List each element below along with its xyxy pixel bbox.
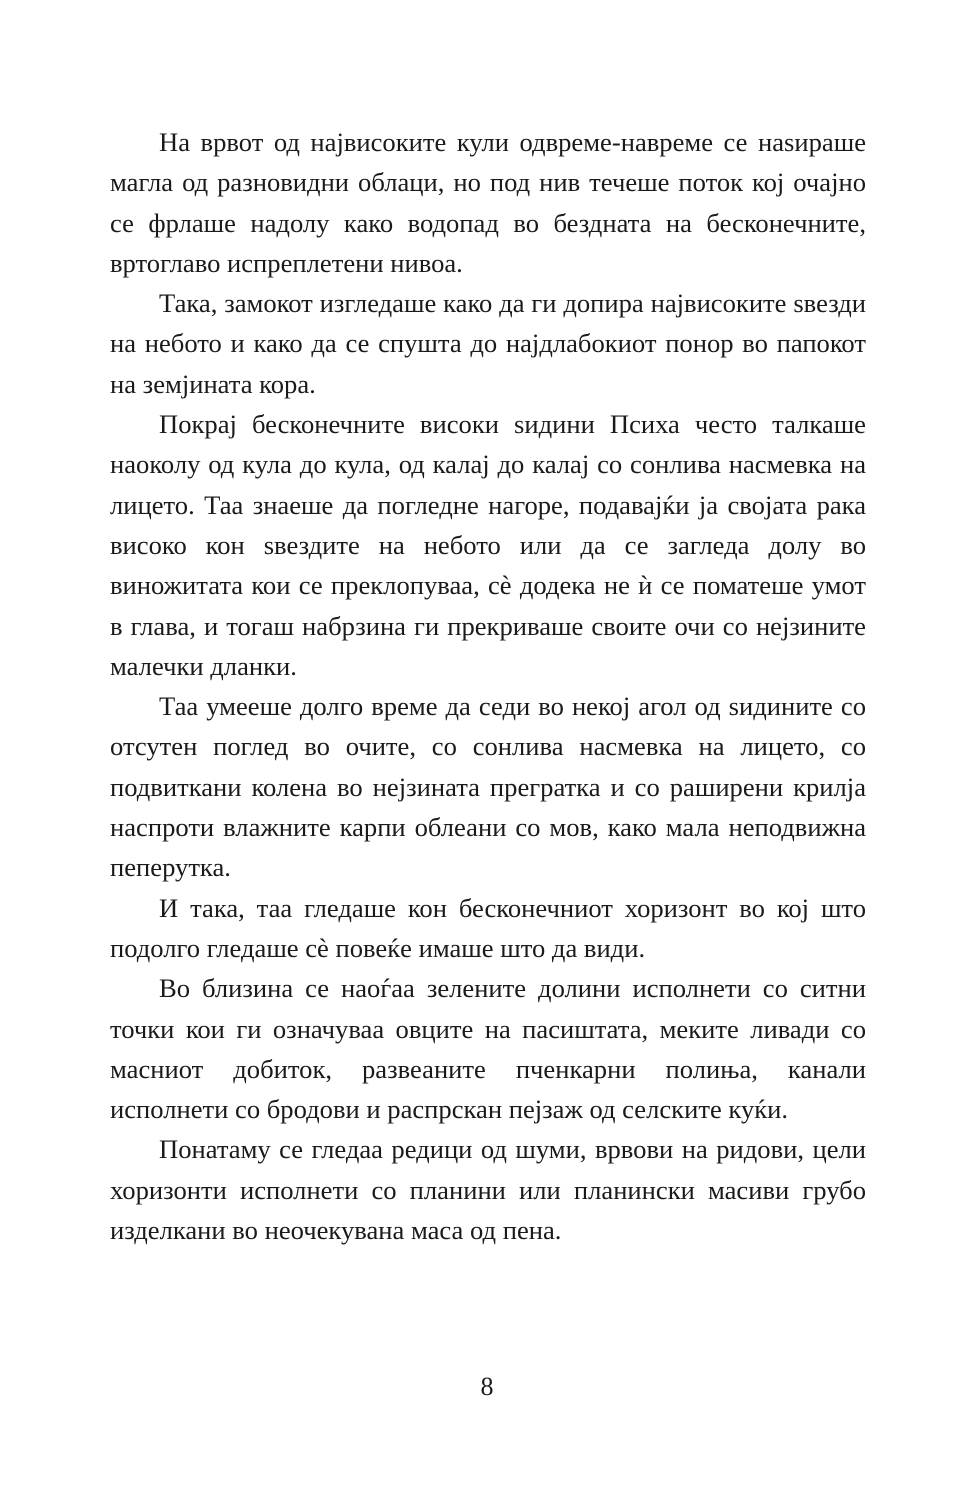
page-body-text xyxy=(110,122,866,1250)
paragraph: На врвот од највисоките кули одвреме-навреме се наѕираше магла од разновидни облаци, но под нив течеше поток кој очајно се фрлаше надолу како водопад во бездната на бесконечните, вртоглаво испреплетени нивоа. xyxy=(110,127,866,278)
paragraph: Така, замокот изгледаше како да ги допира највисоките ѕвезди на небото и како да се спушта до најдлабокиот понор во папокот на земјината кора. xyxy=(110,288,866,399)
paragraph: Понатаму се гледаа редици од шуми, врвови на ридови, цели хоризонти исполнети со планини или планински масиви грубо изделкани во неочекувана маса од пена. xyxy=(110,1134,866,1246)
page-number: 8 xyxy=(480,1372,494,1401)
paragraph: Покрај бесконечните високи ѕидини Психа често талкаше наоколу од кула до кула, од калај до калај со сонлива насмевка на лицето. Таа знаеше да погледне нагоре, подавајќи ја својата рака високо кон ѕвездите на небото или да се загледа долу во виножитата кои се преклопуваа, сѐ додека не ѝ се поматеше умот в глава, и тогаш набрзина ги прекриваше своите очи со нејзините малечки дланки. xyxy=(110,409,866,681)
paragraph: Таа умееше долго време да седи во некој агол од ѕидините со отсутен поглед во очите, со сонлива насмевка на лицето, со подвиткани колена во нејзината прегратка и со раширени крилја наспроти влажните карпи облеани со мов, како мала неподвижна пеперутка. xyxy=(110,691,866,883)
paragraph: И така, таа гледаше кон бесконечниот хоризонт во кој што подолго гледаше сѐ повеќе имаше што да види. xyxy=(110,892,866,963)
paragraph: Во близина се наоѓаа зелените долини исполнети со ситни точки кои ги означуваа овците на пасиштата, мекитe ливади со масниот добиток, развеаните пченкарни полиња, канали исполнети со бродови и распрскан пејзаж од селските куќи. xyxy=(110,973,866,1125)
